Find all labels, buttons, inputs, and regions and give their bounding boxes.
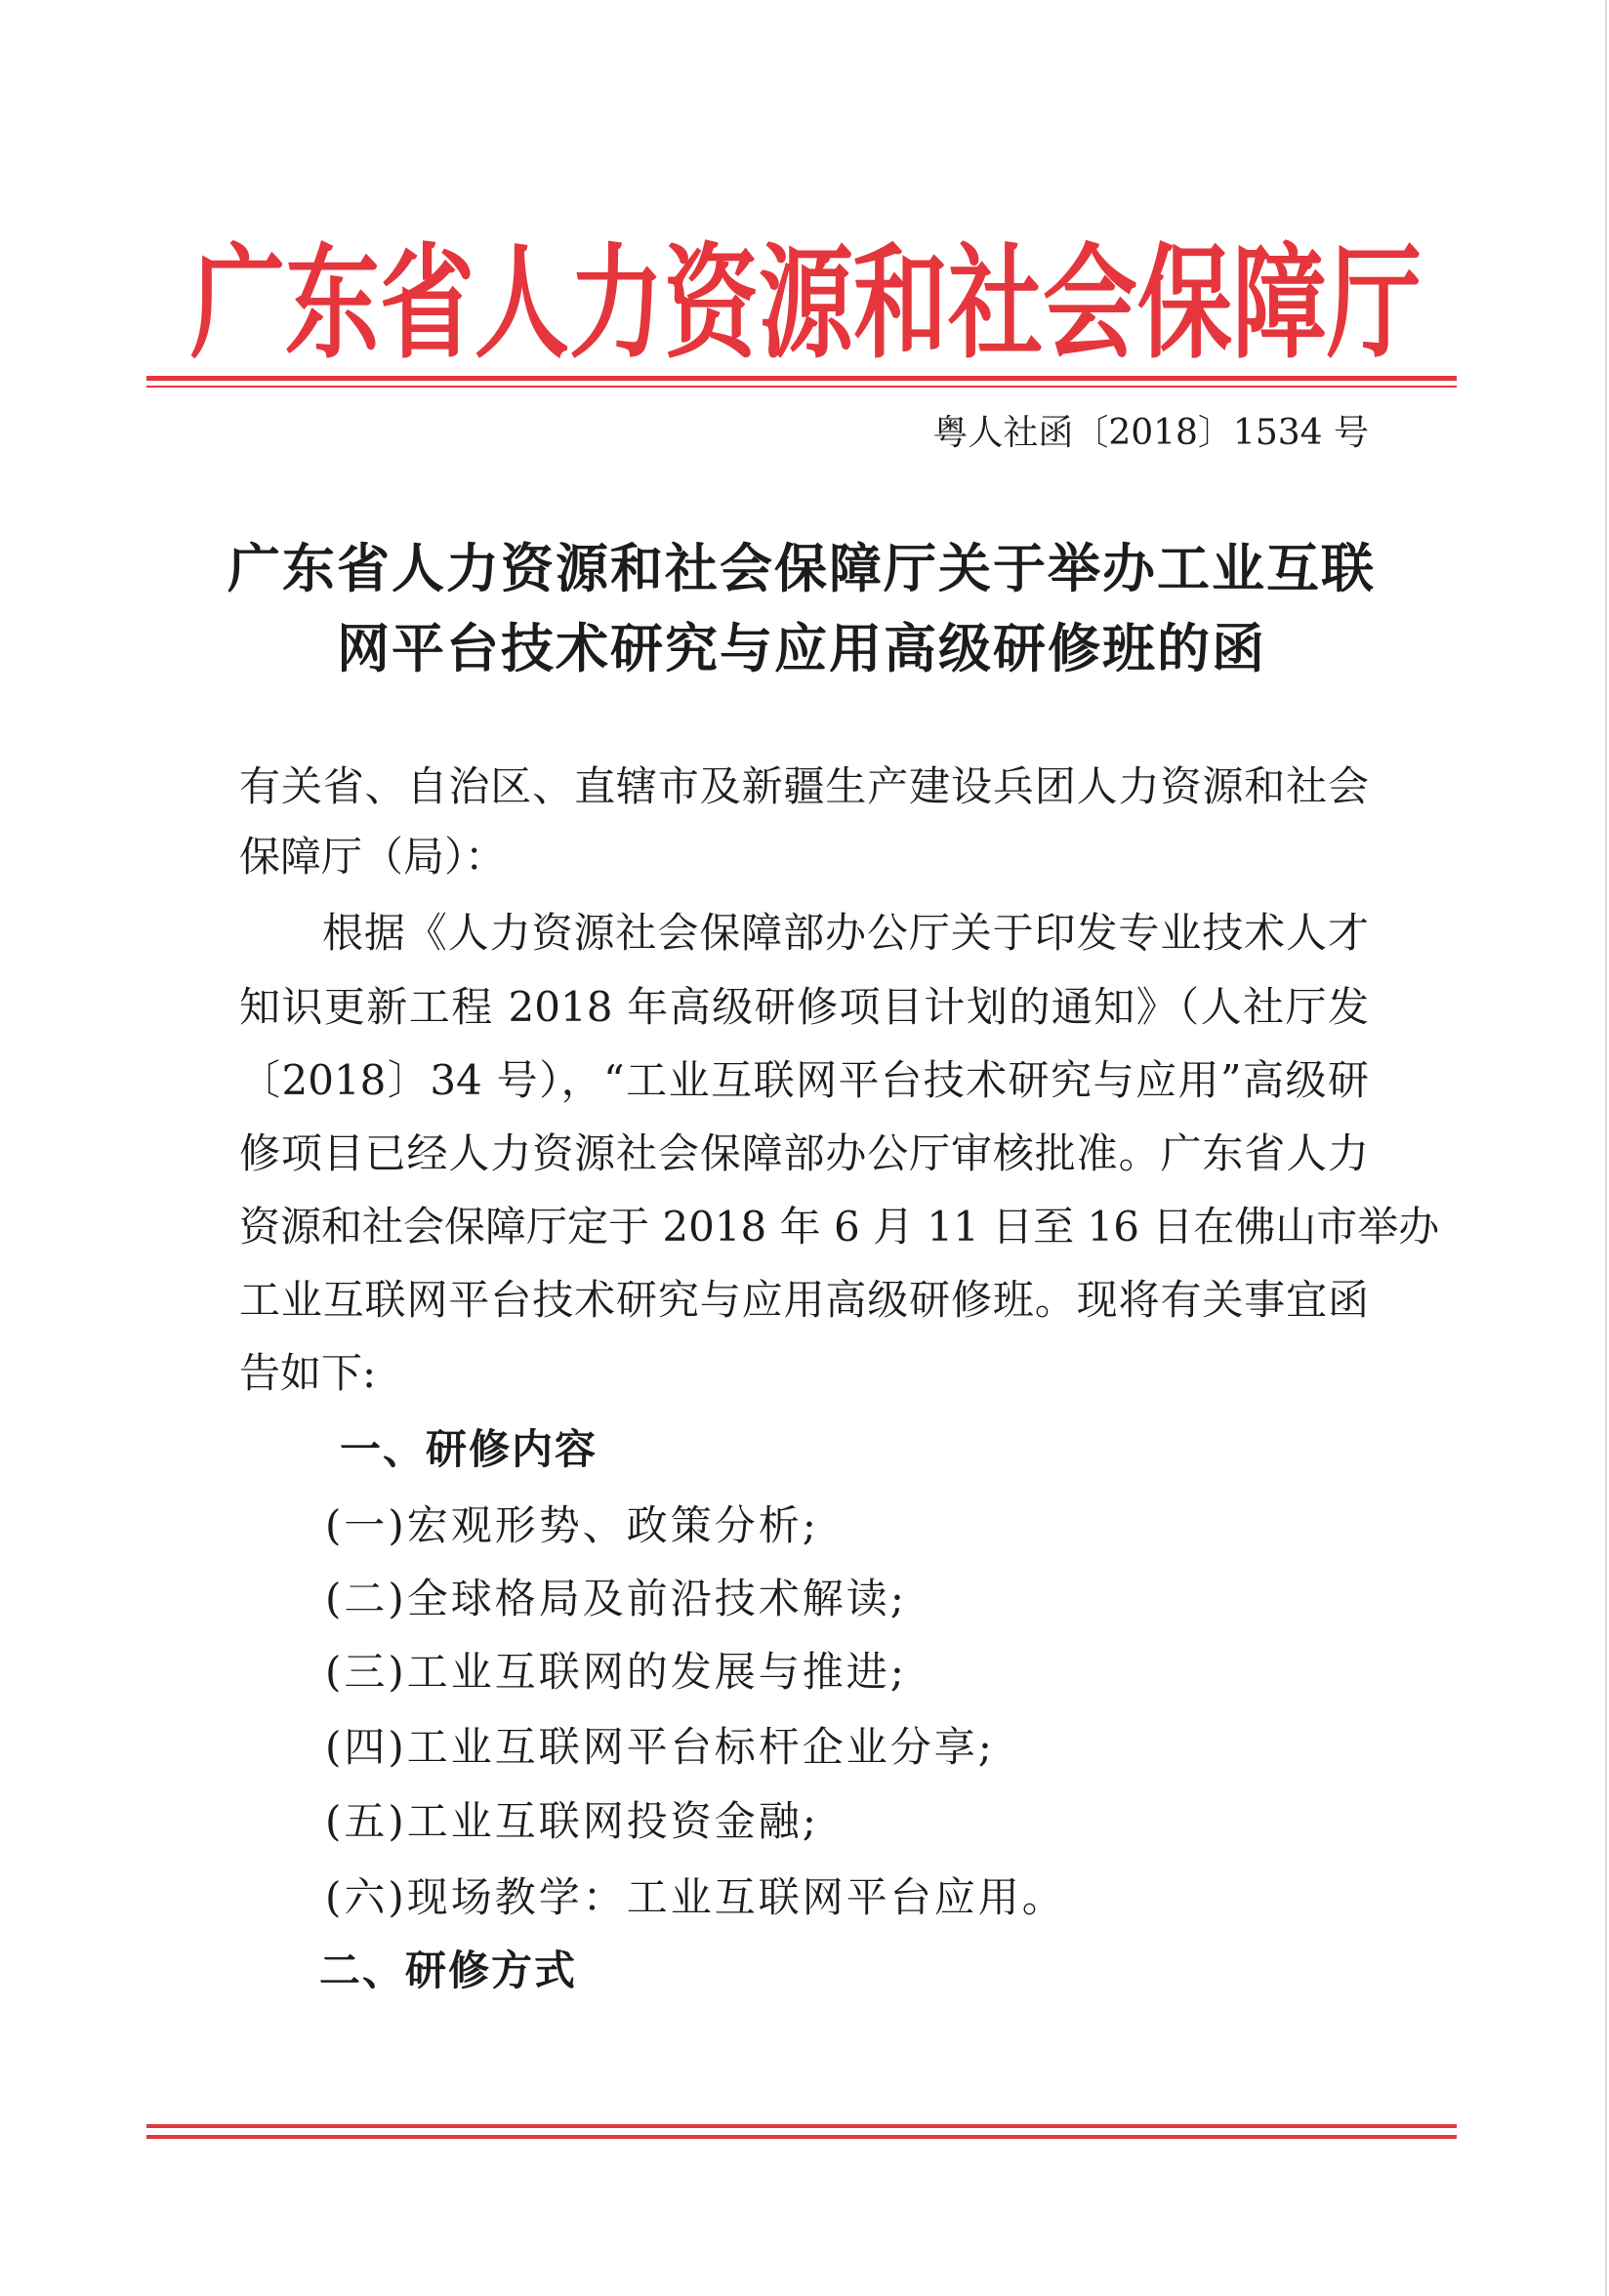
list-item: (五)工业互联网投资金融; — [325, 1797, 819, 1845]
salutation-line-1: 有关省、自治区、直辖市及新疆生产建设兵团人力资源和社会 — [239, 762, 1369, 810]
document-number: 粤人社函〔2018〕1534 号 — [932, 413, 1369, 453]
list-item: (三)工业互联网的发展与推进; — [325, 1648, 907, 1696]
footer-rule-top — [146, 2124, 1457, 2128]
letterhead-rule-thin — [146, 386, 1457, 388]
list-item: (六)现场教学：工业互联网平台应用。 — [325, 1873, 1066, 1921]
letterhead-issuer: 广东省人力资源和社会保障厅 — [190, 230, 1422, 376]
paragraph-line-1: 根据《人力资源社会保障部办公厅关于印发专业技术人才 — [322, 909, 1369, 957]
salutation-line-2: 保障厅（局）： — [239, 833, 507, 881]
list-item: (四)工业互联网平台标杆企业分享; — [325, 1723, 995, 1771]
footer-rule-bottom — [146, 2135, 1457, 2139]
paragraph-line-4: 修项目已经人力资源社会保障部办公厅审核批准。广东省人力 — [239, 1129, 1369, 1177]
list-item: (一)宏观形势、政策分析; — [325, 1501, 819, 1549]
paragraph-line-7: 告如下: — [239, 1349, 377, 1397]
paragraph-line-2: 知识更新工程 2018 年高级研修项目计划的通知》（人社厅发 — [239, 983, 1369, 1031]
document-title-line-2: 网平台技术研究与应用高级研修班的函 — [337, 617, 1266, 679]
scan-edge-line — [1605, 0, 1607, 2296]
paragraph-line-6: 工业互联网平台技术研究与应用高级研修班。现将有关事宜函 — [239, 1276, 1369, 1324]
document-title-line-1: 广东省人力资源和社会保障厅关于举办工业互联 — [227, 537, 1376, 599]
section-heading-2: 二、研修方式 — [319, 1947, 578, 1994]
letterhead-rule-thick — [146, 376, 1457, 381]
paragraph-line-3: 〔2018〕34 号），“工业互联网平台技术研究与应用”高级研 — [239, 1056, 1369, 1104]
list-item: (二)全球格局及前沿技术解读; — [325, 1575, 907, 1622]
section-heading-1: 一、研修内容 — [340, 1425, 598, 1473]
paragraph-line-5: 资源和社会保障厅定于 2018 年 6 月 11 日至 16 日在佛山市举办 — [239, 1203, 1440, 1250]
